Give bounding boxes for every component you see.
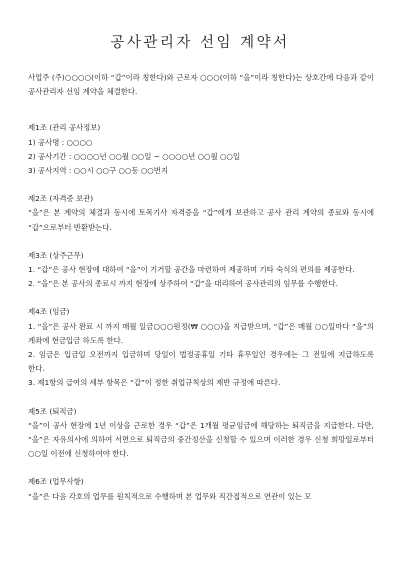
article-heading: 제5조 (퇴직금) xyxy=(28,406,77,416)
article-line: 3. 제1항의 급여의 세부 항목은 “갑”이 정한 취업규칙상의 제반 규정에 따른다. xyxy=(28,378,281,388)
article-line: 1. “을”은 공사 완료 시 까지 매월 일금○○○원정(₩ ○○○)을 지급받으며, “갑”은 매월 ○○일마다 “을”의 계좌에 현금입금 하도록 한다. xyxy=(28,321,374,345)
article-line: 3) 공사지역 : ○○시 ○○구 ○○동 ○○번지 xyxy=(28,166,169,176)
article-3 xyxy=(28,249,374,292)
article-6 xyxy=(28,475,374,503)
article-1 xyxy=(28,121,374,178)
article-line: “을”이 공사 현장에 1년 이상을 근로한 경우 “갑”은 1개월 평균임금에 해당하는 퇴직금을 지급한다. 다만, “을”은 자유의사에 의하여 서면으로 퇴직금의 중간정산을 신청할 수 있으며 이러한 경우 신청 희망일로부터 ○○일 이전에 신청하여야 한다. xyxy=(28,420,374,459)
document-body xyxy=(28,71,374,504)
article-line: 2. “을”은 본 공사의 종료시 까지 현장에 상주하여 “갑”을 대리하여 공사관리의 임무를 수행한다. xyxy=(28,279,338,289)
article-line: 2. 임금은 입금일 오전까지 입금하며 당일이 법정공휴일 기타 휴무일인 경우에는 그 전일에 지급하도록 한다. xyxy=(28,350,374,374)
article-line: 2) 공사기간 : ○○○○년 ○○월 ○○일 ~ ○○○○년 ○○월 ○○일 xyxy=(28,151,240,161)
article-line: “을”은 본 계약의 체결과 동시에 토목기사 자격증을 “갑”에게 보관하고 공사 관리 계약의 종료와 동시에 “갑”으로부터 반환받는다. xyxy=(28,208,374,232)
article-2 xyxy=(28,192,374,235)
article-heading: 제1조 (관리 공사정보) xyxy=(28,123,101,133)
intro-paragraph: 사업주 (주)○○○○(이하 “갑”이라 칭한다)와 근로자 ○○○(이하 “을”이라 칭한다)는 상호간에 다음과 같이 공사관리자 선임 계약을 체결한다. xyxy=(28,73,374,97)
document-title: 공사관리자 선임 계약서 xyxy=(110,35,290,51)
article-heading: 제4조 (임금) xyxy=(28,307,70,317)
article-heading: 제3조 (상주근무) xyxy=(28,250,84,260)
article-line: 1) 공사명 : ○○○○ xyxy=(28,137,93,147)
article-line: “을”은 다음 각호의 업무를 원칙적으로 수행하며 본 업무와 직간접적으로 연관이 있는 모 xyxy=(28,491,312,501)
article-line: 1. “갑”은 공사 현장에 대하여 “을”이 기거할 공간을 마련하여 제공하며 기타 숙식의 편의를 제공한다. xyxy=(28,265,355,275)
article-5 xyxy=(28,405,374,462)
article-heading: 제6조 (업무사항) xyxy=(28,477,84,487)
article-4 xyxy=(28,305,374,390)
article-heading: 제2조 (자격증 보관) xyxy=(28,194,94,204)
